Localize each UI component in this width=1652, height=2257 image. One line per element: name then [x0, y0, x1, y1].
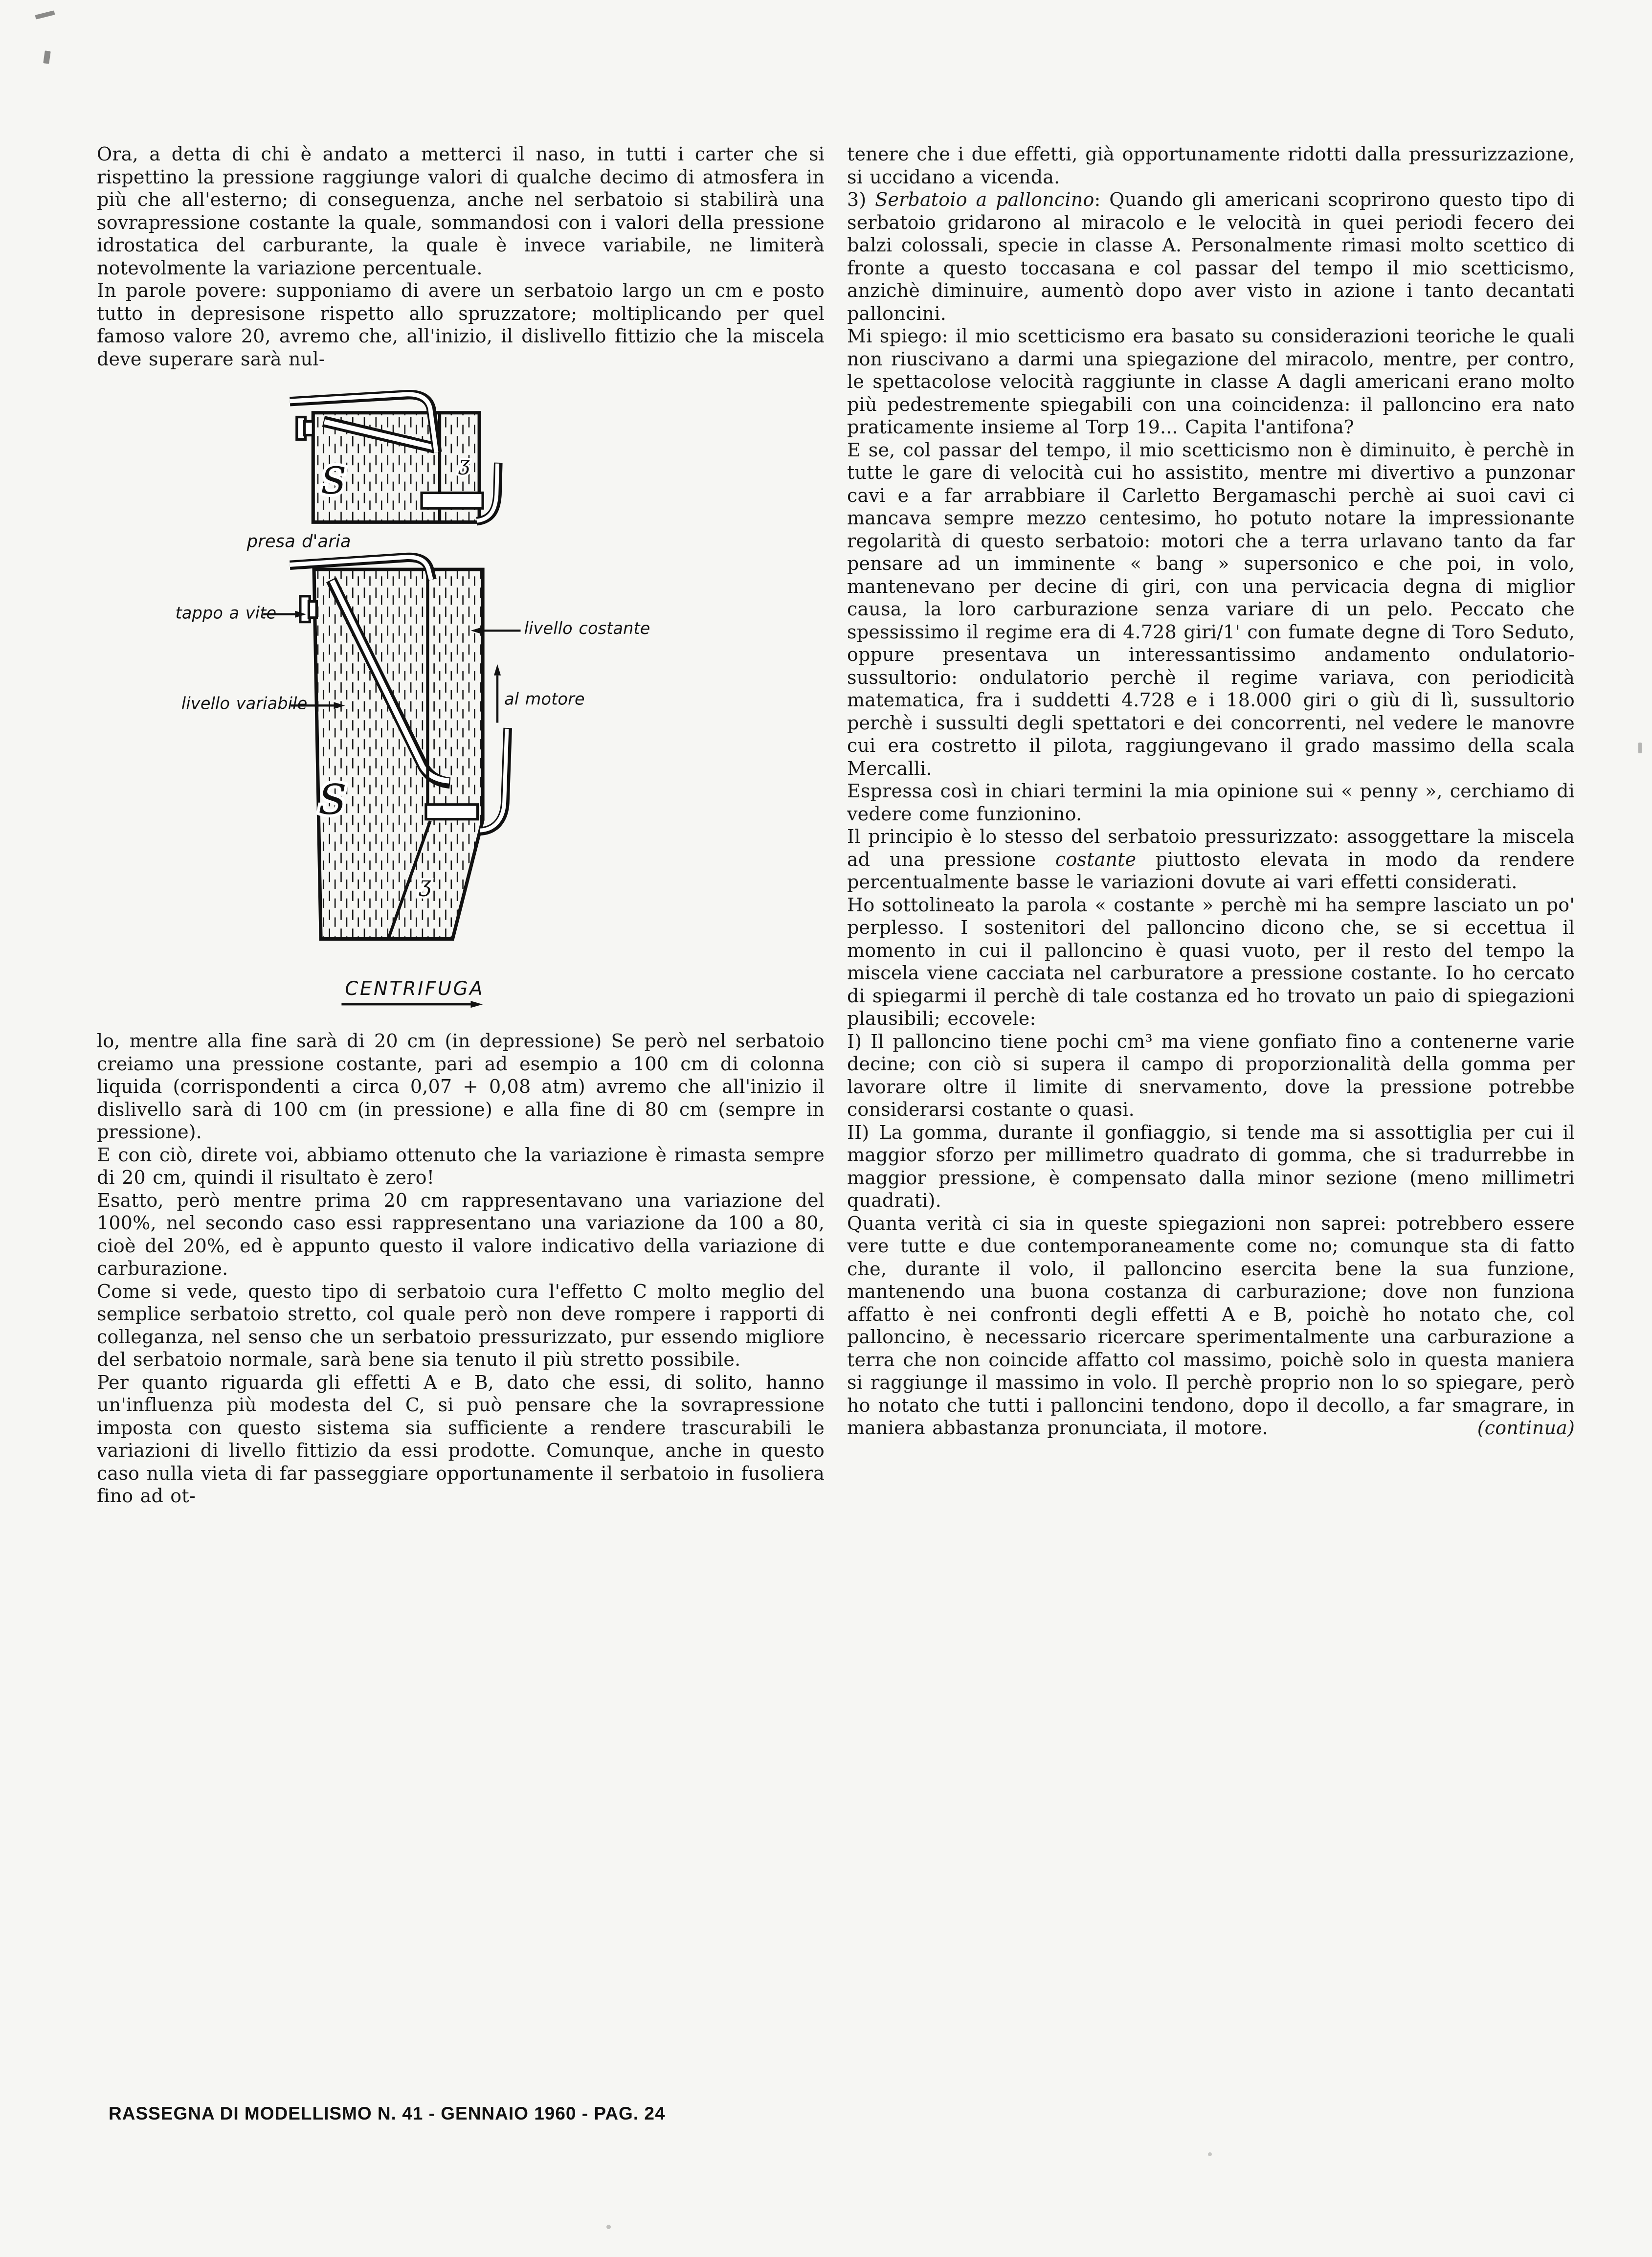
label-tappo-a-vite: tappo a vite: [175, 603, 277, 623]
label-centrifuga: CENTRIFUGA: [345, 977, 485, 1000]
paragraph: Per quanto riguarda gli effetti A e B, dato che essi, di solito, hanno un'influenza più modesta del C, si può pensare che la sovrapressione imposta con questo sistema sia sufficiente a rendere trascurabili le variazioni di livello fittizio da essi prodotte. Comunque, anche in questo caso nulla vieta di far passeggiare opportunamente il serbatoio in fusoliera fino ad ot-: [97, 1371, 825, 1507]
scan-speck: [1208, 2152, 1212, 2156]
continua-note: (continua): [1477, 1417, 1575, 1439]
paragraph: E con ciò, direte voi, abbiamo ottenuto che la variazione è rimasta sempre di 20 cm, quindi il risultato è zero!: [97, 1144, 825, 1188]
label-livello-variabile: livello variabile: [181, 694, 308, 713]
label-al-motore: al motore: [504, 689, 585, 709]
paragraph: Espressa così in chiari termini la mia opinione sui « penny », cerchiamo di vedere come funzionino.: [847, 780, 1575, 825]
scan-speck: [1638, 743, 1642, 753]
arrowhead-up-icon: [494, 664, 501, 676]
scan-speck: [606, 2225, 611, 2229]
arrowhead-right-icon: [470, 1001, 483, 1008]
paragraph: II) La gomma, durante il gonfiaggio, si tende ma si assottiglia per cui il maggior sforzo per millimetro quadrato di gomma, che si tradurrebbe in maggior pressione, è compensato dalla minor sezione (meno millimetri quadrati).: [847, 1121, 1575, 1211]
emphasis-word: costante: [1055, 848, 1137, 870]
scan-speck: [35, 10, 55, 19]
paragraph: [847, 188, 1575, 325]
paragraph-text: Quanta verità ci sia in queste spiegazioni non saprei: potrebbero essere vere tutte e due contemporaneamente come no; comunque sta di fatto che, durante il volo, il palloncino esercita bene la sua funzione, mantenendo una buona costanza di carburazione; dove non funziona affatto è nei confronti degli effetti A e B, poichè ho notato che, col palloncino, è necessario ricercare sperimentalmente una carburazione a terra che non coincide affatto col massimo, poichè solo in questa maniera si raggiunge il massimo in volo. Il perchè proprio non lo so spiegare, però ho notato che tutti i palloncini tendono, dopo il decollo, a far smagrare, in maniera abbastanza pronunciata, il motore.: [847, 1212, 1575, 1439]
list-number: 3): [847, 189, 875, 210]
paragraph: In parole povere: supponiamo di avere un serbatoio largo un cm e posto tutto in depresisone rispetto allo spruzzatore; moltiplicando per quel famoso valore 20, avremo che, all'inizio, il dislivello fittizio che la miscela deve superare sarà nul-: [97, 280, 825, 370]
right-text-column: [847, 143, 1575, 1440]
label-presa-daria: presa d'aria: [246, 531, 351, 552]
fuel-tank-diagram: [106, 378, 771, 1021]
paragraph-text: piuttosto elevata in modo da rendere percentualmente basse le variazioni dovute ai vari effetti considerati.: [847, 848, 1575, 893]
paragraph: [847, 1212, 1575, 1440]
paragraph: I) Il palloncino tiene pochi cm³ ma viene gonfiato fino a contenerne varie decine; con ciò si supera il campo di proporzionalità della gomma per lavorare oltre il limite di snervamento, dove la pressione potrebbe considerarsi costante o quasi.: [847, 1030, 1575, 1120]
paragraph-text: Il principio è lo stesso del serbatoio pressurizzato: assoggettare la miscela ad una pressione: [847, 826, 1575, 870]
paragraph-text: : Quando gli americani scoprirono questo tipo di serbatoio gridarono al miracolo e le velocità in quei periodi fecero dei balzi colossali, specie in classe A. Personalmente rimasi molto scettico di fronte a questo toccasana e col passar del tempo il mio scetticismo, anzichè diminuire, aumentò dopo aver visto in azione i tanto decantati palloncini.: [847, 189, 1575, 324]
paragraph: tenere che i due effetti, già opportunamente ridotti dalla pressurizzazione, si uccidano a vicenda.: [847, 143, 1575, 188]
paragraph: lo, mentre alla fine sarà di 20 cm (in depressione) Se però nel serbatoio creiamo una pressione costante, pari ad esempio a 100 cm di colonna liquida (corrispondenti a circa 0,07 + 0,08 atm) avremo che all'inizio il dislivello sarà di 100 cm (in pressione) e alla fine di 80 cm (sempre in pressione).: [97, 1030, 825, 1143]
top-tank-drawing: [290, 394, 498, 522]
tank-letter-s: S: [321, 459, 347, 503]
fuel-tank-figure: [97, 378, 825, 1021]
paragraph: Ora, a detta di chi è andato a metterci il naso, in tutti i carter che si rispettino la pressione raggiunge valori di qualche decimo di atmosfera in più che all'esterno; di conseguenza, anche nel serbatoio si stabilirà una sovrapressione costante la quale, sommandosi con i valori della pressione idrostatica del carburante, la quale è invece variabile, ne limiterà notevolmente la variazione percentuale.: [97, 143, 825, 279]
label-livello-costante: livello costante: [524, 619, 650, 638]
tank-letter-s: S: [318, 776, 347, 824]
scan-speck: [43, 50, 51, 64]
paragraph: Esatto, però mentre prima 20 cm rappresentavano una variazione del 100%, nel secondo caso essi rappresentano una variazione da 100 a 80, cioè del 20%, ed è appunto questo il valore indicativo della variazione di carburazione.: [97, 1189, 825, 1279]
section-title-italic: Serbatoio a palloncino: [875, 189, 1094, 210]
paragraph: [847, 825, 1575, 894]
paragraph: E se, col passar del tempo, il mio scetticismo non è diminuito, è perchè in tutte le gare di velocità cui ho assistito, mentre mi divertivo a punzonar cavi e a far arrabbiare il Carletto Bergamaschi perchè ai suoi cavi ci mancava sempre mezzo centesimo, ho potuto notare la impressionante regolarità di questo serbatoio: motori che a terra urlavano tanto da far pensare ad un imminente « bang » supersonico e che poi, in volo, mantenevano per decine di giri, con una pervicacia degna di miglior causa, la loro carburazione senza variare di un pelo. Peccato che spessissimo il regime era di 4.728 giri/1' con fumate degne di Toro Seduto, oppure presentava un interessantissimo andamento ondulatorio-sussultorio: ondulatorio perchè il regime variava, con periodicità matematica, fra i suddetti 4.728 e i 18.000 giri o giù di lì, sussultorio perchè i sussulti degli spettatori e dei concorrenti, nel vedere le manovre cui era costretto il pilota, raggiungevano il grado massimo della scala Mercalli.: [847, 439, 1575, 779]
paragraph: Mi spiego: il mio scetticismo era basato su considerazioni teoriche le quali non riuscivano a darmi una spiegazione del miracolo, mentre, per contro, le spettacolose velocità raggiunte in classe A dagli americani erano molto più pedestremente spiegabili con una coincidenza: il palloncino era nato praticamente insieme al Torp 19... Capita l'antifona?: [847, 325, 1575, 438]
bottom-tank-drawing: [290, 557, 508, 939]
paragraph: Ho sottolineato la parola « costante » perchè mi ha sempre lasciato un po' perplesso. I sostenitori del palloncino dicono che, se si eccettua il momento in cui il palloncino è quasi vuoto, per il resto del tempo la miscela viene cacciata nel carburatore a pressione costante. Io ho cercato di spiegarmi il perchè di tale costanza ed ho trovato un paio di spiegazioni plausibili; eccovele:: [847, 894, 1575, 1029]
left-text-column: [97, 143, 825, 1508]
page-footer: RASSEGNA DI MODELLISMO N. 41 - GENNAIO 1960 - PAG. 24: [109, 2103, 666, 2123]
chamber-letter: ʒ: [419, 872, 431, 897]
paragraph: Come si vede, questo tipo di serbatoio cura l'effetto C molto meglio del semplice serbatoio stretto, col quale però non deve rompere i rapporti di colleganza, nel senso che un serbatoio pressurizzato, pur essendo migliore del serbatoio normale, sarà bene sia tenuto il più stretto possibile.: [97, 1280, 825, 1370]
chamber-letter: ʒ: [458, 451, 470, 475]
